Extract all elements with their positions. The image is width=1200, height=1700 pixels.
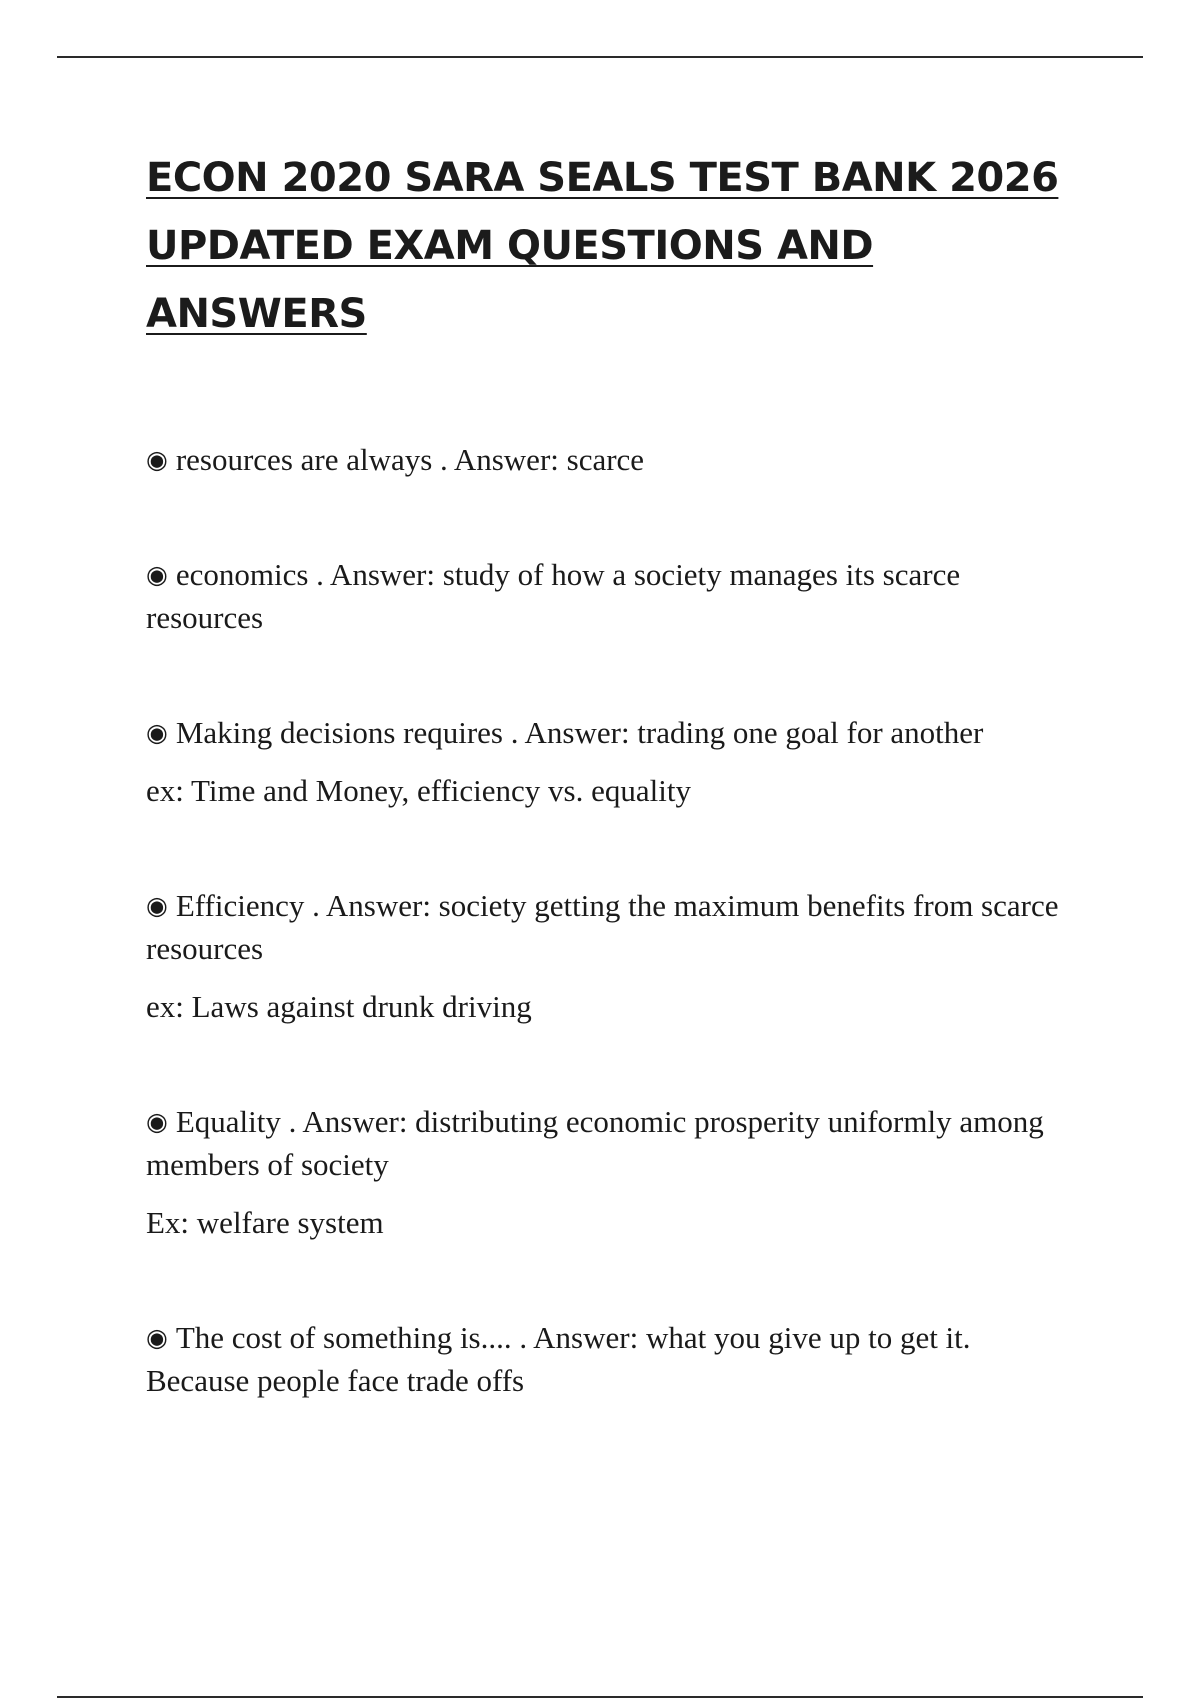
qa-question (146, 438, 1066, 481)
qa-question (146, 711, 1066, 754)
radio-bullet-icon: ◉ (146, 560, 168, 589)
qa-item (146, 1316, 1066, 1402)
qa-item (146, 1100, 1066, 1244)
radio-bullet-icon: ◉ (146, 1107, 168, 1136)
qa-text: resources are always . Answer: scarce (175, 442, 645, 477)
qa-item (146, 711, 1066, 812)
qa-question (146, 1316, 1066, 1402)
radio-bullet-icon: ◉ (146, 445, 168, 474)
qa-example: ex: Time and Money, efficiency vs. equality (146, 773, 691, 808)
qa-text: Efficiency . Answer: society getting the maximum benefits from scarce resources (146, 888, 1059, 966)
radio-bullet-icon: ◉ (146, 1323, 168, 1352)
top-rule (57, 56, 1143, 58)
qa-question (146, 884, 1066, 970)
title-line-2: UPDATED EXAM QUESTIONS AND ANSWERS (146, 223, 874, 337)
qa-question (146, 553, 1066, 639)
qa-text: The cost of something is.... . Answer: what you give up to get it. Because people face trade offs (146, 1320, 971, 1398)
qa-text: Making decisions requires . Answer: trading one goal for another (175, 715, 984, 750)
qa-example: Ex: welfare system (146, 1205, 384, 1240)
qa-example: ex: Laws against drunk driving (146, 989, 532, 1024)
radio-bullet-icon: ◉ (146, 891, 168, 920)
qa-text: economics . Answer: study of how a society manages its scarce resources (146, 557, 961, 635)
qa-question (146, 1100, 1066, 1186)
page-title (146, 144, 1076, 348)
qa-item (146, 438, 1066, 481)
title-line-1: ECON 2020 SARA SEALS TEST BANK 2026 (146, 155, 1059, 201)
bottom-rule (57, 1696, 1143, 1698)
qa-item (146, 553, 1066, 639)
radio-bullet-icon: ◉ (146, 718, 168, 747)
qa-text: Equality . Answer: distributing economic prosperity uniformly among members of society (146, 1104, 1044, 1182)
qa-item (146, 884, 1066, 1028)
qa-list (146, 438, 1066, 1474)
